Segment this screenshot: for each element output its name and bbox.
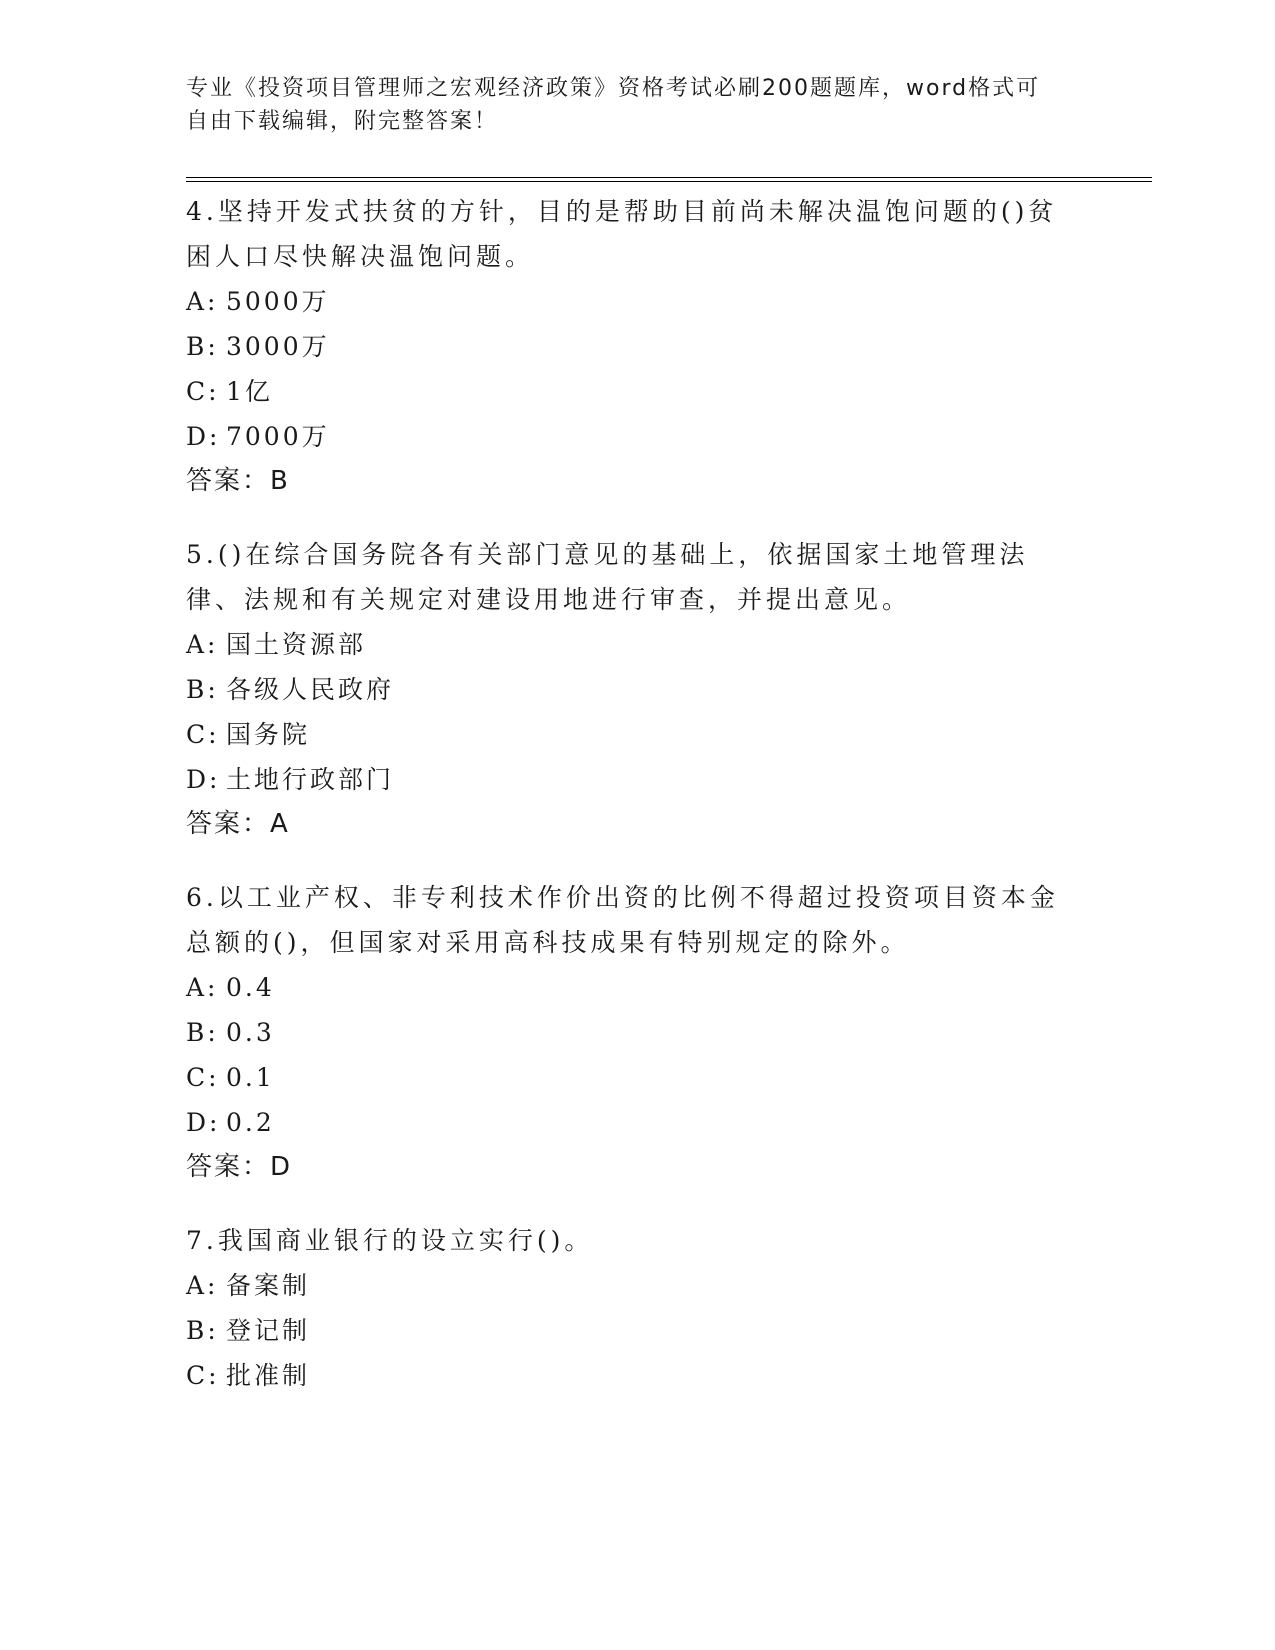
option-text: 0.2 <box>226 1108 275 1137</box>
option-letter: A: <box>186 1271 219 1300</box>
header-line-2: 自由下载编辑，附完整答案！ <box>186 109 499 134</box>
option-text: 1亿 <box>226 377 273 406</box>
option-letter: B: <box>186 1316 219 1345</box>
option-d <box>186 757 1066 802</box>
option-text: 备案制 <box>226 1271 311 1300</box>
option-a <box>186 279 1066 324</box>
answer-value: D <box>270 1152 293 1182</box>
option-d <box>186 414 1066 459</box>
option-b <box>186 1308 1066 1353</box>
question-5 <box>186 532 1066 847</box>
option-text: 各级人民政府 <box>226 675 395 704</box>
option-letter: C: <box>186 720 220 749</box>
header-line-1: 专业《投资项目管理师之宏观经济政策》资格考试必刷200题题库，word格式可 <box>186 76 1041 101</box>
document-header <box>186 72 1066 138</box>
question-list <box>186 189 1066 1426</box>
question-stem: 5.()在综合国务院各有关部门意见的基础上，依据国家土地管理法律、法规和有关规定对建设用地进行审查，并提出意见。 <box>186 540 1029 614</box>
option-d <box>186 1100 1066 1145</box>
option-text: 7000万 <box>226 422 330 451</box>
option-a <box>186 965 1066 1010</box>
question-4 <box>186 189 1066 504</box>
question-7 <box>186 1218 1066 1398</box>
answer-line <box>186 802 1066 847</box>
option-a <box>186 622 1066 667</box>
option-letter: B: <box>186 332 219 361</box>
option-c <box>186 1353 1066 1398</box>
question-stem: 4.坚持开发式扶贫的方针，目的是帮助目前尚未解决温饱问题的()贫困人口尽快解决温饱问题。 <box>186 197 1058 271</box>
option-letter: D: <box>186 765 221 794</box>
option-text: 土地行政部门 <box>226 765 395 794</box>
option-b <box>186 324 1066 369</box>
option-letter: B: <box>186 675 219 704</box>
question-6 <box>186 875 1066 1190</box>
option-text: 3000万 <box>226 332 330 361</box>
option-letter: D: <box>186 422 221 451</box>
option-letter: A: <box>186 287 219 316</box>
option-c <box>186 712 1066 757</box>
answer-line <box>186 1145 1066 1190</box>
option-text: 5000万 <box>226 287 330 316</box>
option-letter: D: <box>186 1108 221 1137</box>
option-b <box>186 1010 1066 1055</box>
header-divider-top <box>186 177 1152 178</box>
answer-value: B <box>270 466 290 496</box>
answer-line <box>186 459 1066 504</box>
option-text: 国务院 <box>226 720 311 749</box>
answer-label: 答案： <box>186 1152 271 1182</box>
header-divider-bottom <box>186 181 1152 182</box>
option-text: 登记制 <box>226 1316 311 1345</box>
option-b <box>186 667 1066 712</box>
option-letter: C: <box>186 1361 220 1390</box>
question-stem: 7.我国商业银行的设立实行()。 <box>186 1226 594 1255</box>
option-letter: B: <box>186 1018 219 1047</box>
option-c <box>186 1055 1066 1100</box>
option-text: 0.3 <box>226 1018 275 1047</box>
option-letter: C: <box>186 377 220 406</box>
option-a <box>186 1263 1066 1308</box>
option-text: 0.1 <box>226 1063 275 1092</box>
option-letter: C: <box>186 1063 220 1092</box>
answer-label: 答案： <box>186 466 271 496</box>
option-c <box>186 369 1066 414</box>
option-text: 国土资源部 <box>226 630 367 659</box>
option-text: 0.4 <box>226 973 275 1002</box>
answer-label: 答案： <box>186 809 271 839</box>
question-stem: 6.以工业产权、非专利技术作价出资的比例不得超过投资项目资本金总额的()，但国家对采用高科技成果有特别规定的除外。 <box>186 883 1059 957</box>
answer-value: A <box>270 809 290 839</box>
option-text: 批准制 <box>226 1361 311 1390</box>
option-letter: A: <box>186 630 219 659</box>
option-letter: A: <box>186 973 219 1002</box>
